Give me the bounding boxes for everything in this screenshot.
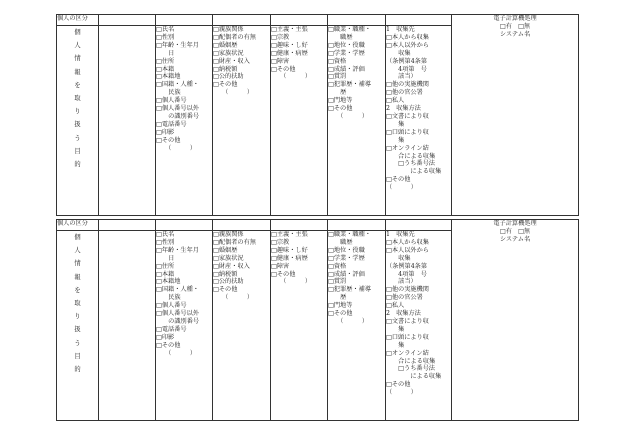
checkbox-option[interactable]: □学業・学歴 [328,49,365,57]
checkbox-option[interactable]: □私人 [386,97,405,105]
checkbox-option[interactable]: □印影 [156,333,175,341]
form-text: （ ） [162,144,197,152]
checkbox-option[interactable]: □障害 [271,57,290,65]
checkbox-option[interactable]: □電話番号 [156,325,187,333]
form-text: （ ） [334,317,369,325]
purpose-header-cell [99,220,156,231]
checkbox-option[interactable]: □氏名 [156,231,175,238]
beliefs-health-column [271,231,328,421]
checkbox-option[interactable]: □文書により収 [386,317,429,325]
checkbox-option[interactable]: □その他 [271,65,296,73]
basic-attributes-column [156,26,213,216]
career-status-column [328,231,386,421]
purpose-entry-cell[interactable] [99,26,156,216]
checkbox-option[interactable]: □その他 [213,286,238,294]
checkbox-option[interactable]: □個人番号 [156,97,187,105]
purpose-char: 的 [74,366,81,374]
form-text: 1 収集先 [386,26,415,33]
checkbox-option[interactable]: □納税額 [213,65,238,73]
purpose-char: 情 [74,55,81,63]
checkbox-option[interactable]: □本籍地 [156,73,181,81]
form-text: 2 収集方法 [386,310,421,318]
personal-info-form-table [56,14,579,421]
checkbox-option[interactable]: □家族状況 [213,49,244,57]
form-text: 合による収集 [392,357,436,365]
form-text: 歴 [334,89,347,97]
beliefs-health-column [271,26,328,216]
checkbox-option[interactable]: □地位・役職 [328,41,365,49]
checkbox-option[interactable]: □個人番号 [156,302,187,310]
checkbox-option[interactable]: □年齢・生年月 [156,246,199,254]
checkbox-option[interactable]: □私人 [386,302,405,310]
form-text: （ ） [277,73,312,81]
purpose-char: 個 [74,29,81,36]
form-text: 4項第 号 [392,270,427,278]
form-text: 日 [162,254,175,262]
form-text: 合による収集 [392,152,436,160]
checkbox-option[interactable]: □配偶者の有無 [213,33,256,41]
form-text: 集 [392,136,405,144]
checkbox-option[interactable]: □趣味・し好 [271,41,308,49]
checkbox-option[interactable]: □その他 [213,81,238,89]
checkbox-option[interactable]: □氏名 [156,26,175,33]
checkbox-option[interactable]: □健康・病歴 [271,49,308,57]
checkbox-option[interactable]: □住所 [156,262,175,270]
checkbox-option[interactable]: □家族状況 [213,254,244,262]
checkbox-option[interactable]: □国籍・人種・ [156,81,199,89]
checkbox-option[interactable]: □宗教 [271,33,290,41]
purpose-vertical-label [57,26,99,216]
form-text: 収集 [392,254,411,262]
checkbox-option[interactable]: □他の官公署 [386,294,423,302]
computer-processing-line: 電子計算機処理 [493,220,537,227]
purpose-char: 取 [74,300,81,308]
checkbox-option[interactable]: □住所 [156,57,175,65]
checkbox-option[interactable]: □本籍地 [156,278,181,286]
checkbox-option[interactable]: □成績・評価 [328,270,365,278]
form-text: 民族 [162,294,181,302]
purpose-char: 目 [74,352,81,360]
checkbox-option[interactable]: □障害 [271,262,290,270]
checkbox-option[interactable]: □健康・病歴 [271,254,308,262]
section-header-row [57,220,579,231]
header-cell [328,220,386,231]
header-cell [452,15,579,216]
header-cell [213,220,271,231]
checkbox-option[interactable]: □親族関係 [213,231,244,238]
checkbox-option[interactable]: □納税額 [213,270,238,278]
checkbox-option[interactable]: □国籍・人種・ [156,286,199,294]
header-cell [386,15,452,26]
purpose-char: 人 [74,42,81,50]
collection-column [386,26,452,216]
purpose-char: 扱 [74,121,81,129]
form-text: 職歴 [334,33,353,41]
form-text: 集 [392,325,405,333]
form-text: の識別番号 [162,112,200,120]
checkbox-option[interactable]: □宗教 [271,238,290,246]
checkbox-option[interactable]: □本籍 [156,65,175,73]
checkbox-option[interactable]: □婚姻歴 [213,246,238,254]
form-text: による収集 [398,168,442,176]
form-text: 4項第 号 [392,65,427,73]
career-status-column [328,26,386,216]
purpose-vertical-label [57,231,99,421]
collection-column [386,231,452,421]
header-cell [213,15,271,26]
checkbox-option[interactable]: □その他 [156,136,181,144]
checkbox-option[interactable]: □口頭により収 [386,333,429,341]
header-cell [452,220,579,421]
checkbox-option[interactable]: □主義・主張 [271,231,308,238]
purpose-char: 取 [74,95,81,103]
checkbox-option[interactable]: □職業・職種・ [328,26,371,33]
checkbox-option[interactable]: □その他 [328,310,353,318]
purpose-char: 目 [74,147,81,155]
family-social-column [213,231,271,421]
header-cell [386,220,452,231]
checkbox-option[interactable]: □職業・職種・ [328,231,371,238]
checkbox-option[interactable]: □オンライン結 [386,144,429,152]
form-text: による収集 [398,373,442,381]
purpose-char: り [74,313,81,321]
computer-processing-line: □有 □無 [499,227,531,235]
header-cell [271,220,328,231]
checkbox-option[interactable]: □性別 [156,33,175,41]
form-text: 該当） [392,278,417,286]
purpose-char: 報 [74,68,81,76]
checkbox-option[interactable]: □他の実施機関 [386,286,429,294]
checkbox-option[interactable]: □財産・収入 [213,57,250,65]
form-text: （ ） [386,389,417,397]
form-text: （ ） [277,278,312,286]
checkbox-option[interactable]: □犯罪歴・補導 [328,286,371,294]
checkbox-option[interactable]: □犯罪歴・補導 [328,81,371,89]
form-text: （ ） [162,349,197,357]
form-text: 日 [162,49,175,57]
computer-processing-line: システム名 [499,235,531,243]
section-header-row [57,15,579,26]
purpose-char: 情 [74,260,81,268]
purpose-char: う [74,134,81,142]
form-text: （ ） [386,184,417,192]
checkbox-option[interactable]: □文書により収 [386,112,429,120]
checkbox-option[interactable]: □口頭により収 [386,128,429,136]
form-text: （ ） [219,89,254,97]
purpose-char: 扱 [74,326,81,334]
checkbox-option[interactable]: □学業・学歴 [328,254,365,262]
checkbox-option[interactable]: □趣味・し好 [271,246,308,254]
family-social-column [213,26,271,216]
checkbox-option[interactable]: □その他 [271,270,296,278]
checkbox-option[interactable]: □本人以外から [386,41,429,49]
form-text: 集 [392,341,405,349]
checkbox-option[interactable]: □うち番号法 [392,160,435,168]
form-text: （ ） [334,112,369,120]
checkbox-option[interactable]: □個人番号以外 [156,105,199,113]
checkbox-option[interactable]: □資格 [328,57,347,65]
purpose-char: 的 [74,161,81,169]
computer-processing-line: □有 □無 [499,22,531,30]
purpose-entry-cell[interactable] [99,231,156,421]
purpose-char: 報 [74,273,81,281]
computer-processing-line: システム名 [499,30,531,38]
form-text: 集 [392,120,405,128]
checkbox-option[interactable]: □公的扶助 [213,278,244,286]
checkbox-option[interactable]: □親族関係 [213,26,244,33]
checkbox-option[interactable]: □オンライン結 [386,349,429,357]
purpose-char: う [74,339,81,347]
checkbox-option[interactable]: □本人から収集 [386,33,429,41]
checkbox-option[interactable]: □年齢・生年月 [156,41,199,49]
checkbox-option[interactable]: □婚姻歴 [213,41,238,49]
checkbox-option[interactable]: □うち番号法 [392,365,435,373]
header-cell [156,220,213,231]
checkbox-option[interactable]: □主義・主張 [271,26,308,33]
checkbox-option[interactable]: □本人以外から [386,246,429,254]
checkbox-option[interactable]: □配偶者の有無 [213,238,256,246]
purpose-header-cell [99,15,156,26]
form-sheet [56,14,578,421]
form-text: 職歴 [334,238,353,246]
form-text: 1 収集先 [386,231,415,238]
form-text: 2 収集方法 [386,105,421,113]
checkbox-option[interactable]: □その他 [328,105,353,113]
personal-category-label: 個人の区分 [57,220,99,231]
basic-attributes-column [156,231,213,421]
checkbox-option[interactable]: □公的扶助 [213,73,244,81]
form-text: 収集 [392,49,411,57]
purpose-char: を [74,286,81,294]
form-text: 該当） [392,73,417,81]
checkbox-option[interactable]: □個人番号以外 [156,310,199,318]
header-cell [328,15,386,26]
checkbox-option[interactable]: □性別 [156,238,175,246]
checkbox-option[interactable]: □門地等 [328,302,353,310]
checkbox-option[interactable]: □その他 [386,381,411,389]
purpose-char: を [74,81,81,89]
checkbox-option[interactable]: □電話番号 [156,120,187,128]
checkbox-option[interactable]: □印影 [156,128,175,136]
form-text: （条例第4条第 [386,262,428,270]
form-text: の識別番号 [162,317,200,325]
form-text: 歴 [334,294,347,302]
checkbox-option[interactable]: □賞罰 [328,278,347,286]
checkbox-option[interactable]: □本人から収集 [386,238,429,246]
header-cell [156,15,213,26]
purpose-char: り [74,108,81,116]
purpose-char: 人 [74,247,81,255]
form-text: （ ） [219,294,254,302]
checkbox-option[interactable]: □資格 [328,262,347,270]
checkbox-option[interactable]: □その他 [156,341,181,349]
computer-processing-line: 電子計算機処理 [493,15,537,22]
purpose-char: 個 [74,234,81,241]
checkbox-option[interactable]: □その他 [386,176,411,184]
form-text: 民族 [162,89,181,97]
checkbox-option[interactable]: □他の官公署 [386,89,423,97]
header-cell [271,15,328,26]
checkbox-option[interactable]: □賞罰 [328,73,347,81]
personal-category-label: 個人の区分 [57,15,99,26]
form-text: （条例第4条第 [386,57,428,65]
checkbox-option[interactable]: □財産・収入 [213,262,250,270]
checkbox-option[interactable]: □門地等 [328,97,353,105]
checkbox-option[interactable]: □他の実施機関 [386,81,429,89]
checkbox-option[interactable]: □本籍 [156,270,175,278]
checkbox-option[interactable]: □成績・評価 [328,65,365,73]
checkbox-option[interactable]: □地位・役職 [328,246,365,254]
